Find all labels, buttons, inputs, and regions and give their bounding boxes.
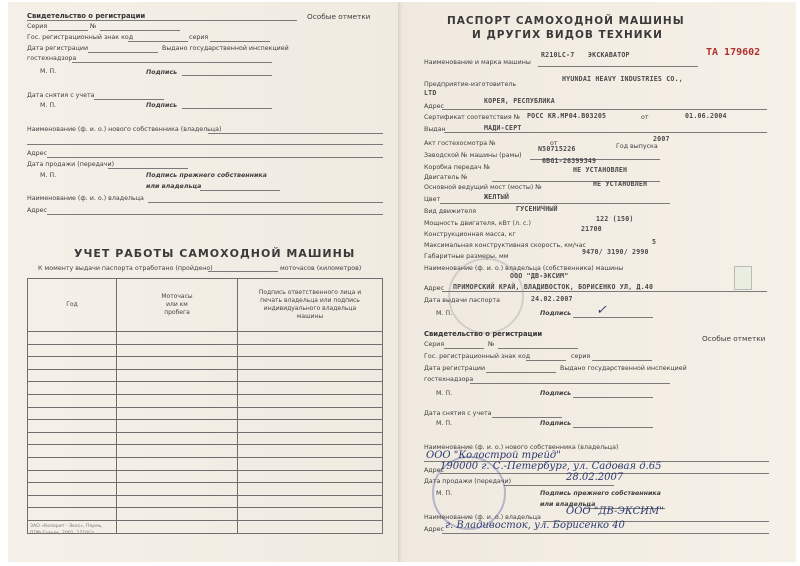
- table-row: [28, 432, 383, 445]
- dereg-line: [492, 417, 562, 418]
- issued-by-label: Выдано государственной инспекцией: [560, 365, 687, 372]
- dereg-line: [94, 99, 164, 100]
- label-power: Мощность двигателя, кВт (л. с.): [424, 220, 531, 227]
- table-row: [28, 407, 383, 420]
- line: [444, 132, 767, 133]
- table-cell: [117, 407, 238, 420]
- col-hours: Моточасы или км пробега: [117, 279, 238, 332]
- col-year: Год: [28, 279, 117, 332]
- prev-sign-line: [200, 190, 280, 191]
- table-row: [28, 357, 383, 370]
- table-cell: [117, 344, 238, 357]
- passport-title-2: И ДРУГИХ ВИДОВ ТЕХНИКИ: [472, 29, 663, 41]
- passport-title-1: ПАСПОРТ САМОХОДНОЙ МАШИНЫ: [447, 15, 685, 27]
- value-frame: N50715226: [538, 145, 576, 153]
- account-line: [208, 271, 278, 272]
- label-address: Адрес: [424, 103, 444, 110]
- gostech-label: гостехнадзора: [424, 376, 474, 383]
- work-account-table: [27, 278, 383, 534]
- series-line: [444, 348, 484, 349]
- sign-label: Подпись: [540, 420, 572, 427]
- label-gearbox: Коробка передач №: [424, 164, 491, 171]
- table-cell: [238, 369, 383, 382]
- table-cell: [238, 470, 383, 483]
- table-cell: [117, 432, 238, 445]
- value-year: 2007: [653, 135, 670, 143]
- date-reg-label: Дата регистрации: [424, 365, 486, 372]
- divider: [27, 20, 297, 21]
- account-subtitle-b: моточасов (километров): [280, 265, 362, 272]
- line: [504, 485, 614, 486]
- dereg-label: Дата снятия с учета: [424, 410, 492, 417]
- series-line: [48, 30, 88, 31]
- table-cell: [117, 483, 238, 496]
- address-line: [47, 157, 383, 158]
- reg-title-right: Свидетельство о регистрации: [424, 330, 543, 338]
- table-row: [28, 483, 383, 496]
- sign-label: Подпись: [540, 310, 572, 317]
- table-cell: [238, 394, 383, 407]
- address2-line: [47, 214, 383, 215]
- prev-sign-label-2: или владельца: [540, 501, 596, 508]
- value-owner-addr: ПРИМОРСКИЙ КРАЙ, ВЛАДИВОСТОК, БОРИСЕНКО УЛ, Д.40: [453, 283, 654, 291]
- label-owner: Наименование (ф. и. о.) владельца (собственника) машины: [424, 265, 624, 272]
- prev-sign-label: Подпись прежнего собственника: [540, 490, 661, 497]
- label-act: Акт гостехосмотра №: [424, 140, 496, 147]
- value-color: ЖЕЛТЫЙ: [484, 193, 510, 201]
- value-dims: 9470/ 3190/ 2990: [582, 248, 649, 256]
- sale-date-label: Дата продажи (передачи): [424, 478, 512, 485]
- sign-line: [573, 427, 653, 428]
- new-owner-line: [208, 133, 383, 134]
- dereg-label: Дата снятия с учета: [27, 92, 95, 99]
- sign-line: [573, 397, 653, 398]
- table-cell: [28, 432, 117, 445]
- address-handwritten: 190000 г. С.-Петербург, ул. Садовая д.65: [440, 461, 662, 472]
- footer-line-2: ППФ Гознак, 2001, 1710Gz: [30, 531, 95, 536]
- special-notes-label: Особые отметки: [307, 12, 371, 21]
- value-cert-no: РОСС KR.МР04.В03205: [527, 112, 607, 120]
- account-subtitle-a: К моменту выдачи паспорта отработано (пройдено): [38, 265, 213, 272]
- table-row: [28, 332, 383, 345]
- value-cert-date: 01.06.2004: [685, 112, 727, 120]
- sign-line: [182, 108, 272, 109]
- table-cell: [117, 369, 238, 382]
- table-cell: [117, 470, 238, 483]
- sign-label: Подпись: [146, 102, 178, 109]
- mp-label: М. П.: [436, 490, 453, 497]
- new-owner-handwritten: ООО "Колострой трейд": [426, 450, 561, 461]
- table-cell: [28, 470, 117, 483]
- table-cell: [117, 495, 238, 508]
- gostech-label: гостехнадзора: [27, 55, 77, 62]
- table-cell: [238, 407, 383, 420]
- address2-label: Адрес: [424, 526, 444, 533]
- prev-sign-label-2: или владельца: [146, 183, 202, 190]
- table-row: [28, 508, 383, 521]
- date-reg-label: Дата регистрации: [27, 45, 89, 52]
- value-issue-date: 24.02.2007: [531, 295, 573, 303]
- address2-label: Адрес: [27, 207, 47, 214]
- address-label: Адрес: [424, 467, 444, 474]
- value-mover: ГУСЕНИЧНЫЙ: [516, 205, 558, 213]
- value-power: 122 (150): [596, 215, 634, 223]
- value-cert-by: МАДИ-СЕРТ: [484, 124, 522, 132]
- table-cell: [28, 508, 117, 521]
- label-from: от: [641, 114, 649, 121]
- no-label: №: [90, 23, 97, 30]
- table-row: [28, 495, 383, 508]
- mp-label: М. П.: [436, 390, 453, 397]
- label-mover: Вид движителя: [424, 208, 477, 215]
- table-cell: [28, 382, 117, 395]
- prev-sign-label: Подпись прежнего собственника: [146, 172, 267, 179]
- series-label: Серия: [424, 341, 445, 348]
- line: [442, 109, 767, 110]
- table-cell: [117, 508, 238, 521]
- label-maker: Предприятие-изготовитель: [424, 81, 517, 88]
- mp-label: М. П.: [40, 68, 57, 75]
- table-cell: [238, 420, 383, 433]
- table-cell: [238, 508, 383, 521]
- table-cell: [238, 483, 383, 496]
- owner-label: Наименование (ф. и. о.) владельца: [424, 514, 541, 521]
- code-line: [526, 360, 566, 361]
- address-label: Адрес: [27, 150, 47, 157]
- no-line: [498, 348, 578, 349]
- value-maker-1: HYUNDAI HEAVY INDUSTRIES CO.,: [562, 75, 683, 83]
- table-row: [28, 344, 383, 357]
- date-reg-line: [486, 372, 556, 373]
- table-cell: [28, 394, 117, 407]
- special-notes-right: Особые отметки: [702, 334, 766, 343]
- label-act-from: от: [550, 140, 558, 147]
- address2-handwritten: г. Владивосток, ул. Борисенко 40: [445, 520, 625, 531]
- table-row: [28, 382, 383, 395]
- footer-line-1: ЗАО «Колорит - Экос», Пермь,: [30, 524, 103, 529]
- value-axle: НЕ УСТАНОВЛЕН: [593, 180, 648, 188]
- value-engine: 6BG1-26399349: [542, 157, 597, 165]
- table-cell: [28, 344, 117, 357]
- reg-title: Свидетельство о регистрации: [27, 12, 146, 20]
- value-mass: 21700: [581, 225, 602, 233]
- sign-line: [182, 75, 272, 76]
- code-line: [128, 41, 188, 42]
- line: [440, 203, 670, 204]
- label-axle: Основной ведущий мост (мосты) №: [424, 184, 542, 191]
- owner2-label: Наименование (ф. и. о.) владельца: [27, 195, 144, 202]
- label-color: Цвет: [424, 196, 441, 203]
- table-cell: [117, 394, 238, 407]
- gos-znak-label: Гос. регистрационный знак код: [27, 34, 134, 41]
- new-owner-label: Наименование (ф. и. о.) нового собственника (владельца): [27, 126, 222, 133]
- sale-date-label: Дата продажи (передачи): [27, 161, 115, 168]
- table-cell: [117, 457, 238, 470]
- series2-line: [210, 41, 270, 42]
- label-cert: Сертификат соответствия №: [424, 114, 521, 121]
- owner-handwritten: ООО "ДВ-ЭКСИМ": [566, 506, 664, 517]
- table-row: [28, 457, 383, 470]
- label-issue-date: Дата выдачи паспорта: [424, 297, 500, 304]
- label-factory-no: Заводской № машины (рамы): [424, 152, 522, 159]
- table-cell: [28, 495, 117, 508]
- label-year: Год выпуска: [616, 143, 658, 150]
- table-header-row: [28, 279, 383, 332]
- table-cell: [238, 520, 383, 533]
- account-title: УЧЕТ РАБОТЫ САМОХОДНОЙ МАШИНЫ: [74, 247, 356, 260]
- sign-line: [573, 317, 653, 318]
- new-owner-line2: [27, 144, 383, 145]
- table-cell: [117, 420, 238, 433]
- label-issued: Выдан: [424, 126, 446, 133]
- label-speed: Максимальная конструктивная скорость, км/час: [424, 242, 586, 249]
- series-label: Серия: [27, 23, 48, 30]
- value-owner: ООО "ДВ-ЭКСИМ": [510, 272, 569, 280]
- table-cell: [28, 332, 117, 345]
- serial-number: ТА 179602: [706, 47, 761, 58]
- table-row: [28, 445, 383, 458]
- line: [442, 533, 769, 534]
- table-cell: [28, 420, 117, 433]
- signature: ✓: [596, 303, 607, 318]
- table-row: [28, 394, 383, 407]
- mp-label: М. П.: [40, 102, 57, 109]
- line: [538, 66, 698, 67]
- label-owner-addr: Адрес: [424, 285, 444, 292]
- line: [442, 291, 767, 292]
- gostech-line: [72, 62, 272, 63]
- table-cell: [117, 332, 238, 345]
- table-row: [28, 470, 383, 483]
- mp-label: М. П.: [436, 420, 453, 427]
- no-label: №: [488, 341, 495, 348]
- label-name: Наименование и марка машины: [424, 59, 531, 66]
- label-engine: Двигатель №: [424, 174, 468, 181]
- table-cell: [28, 457, 117, 470]
- table-cell: [238, 332, 383, 345]
- table-cell: [117, 382, 238, 395]
- hologram-icon: [734, 266, 752, 290]
- mp-label: М. П.: [436, 310, 453, 317]
- table-cell: [28, 407, 117, 420]
- sign-label: Подпись: [146, 69, 178, 76]
- value-gearbox: НЕ УСТАНОВЛЕН: [573, 166, 628, 174]
- table-cell: [28, 357, 117, 370]
- table-body: [28, 332, 383, 534]
- sale-date-handwritten: 28.02.2007: [566, 472, 624, 483]
- date-reg-line: [88, 52, 158, 53]
- value-country: КОРЕЯ, РЕСПУБЛИКА: [484, 97, 555, 105]
- sale-date-line: [108, 168, 188, 169]
- gos-znak-label: Гос. регистрационный знак код: [424, 353, 531, 360]
- sign-label: Подпись: [540, 390, 572, 397]
- table-cell: [117, 520, 238, 533]
- table-cell: [28, 483, 117, 496]
- label-mass: Конструкционная масса, кг: [424, 231, 516, 238]
- table-cell: [117, 445, 238, 458]
- issued-by-label: Выдано государственной инспекцией: [162, 45, 289, 52]
- table-row: [28, 420, 383, 433]
- series2-line: [592, 360, 652, 361]
- table-cell: [117, 357, 238, 370]
- table-cell: [238, 457, 383, 470]
- table-cell: [28, 369, 117, 382]
- new-owner-label: Наименование (ф. и. о.) нового собственника (владельца): [424, 444, 619, 451]
- series2-label: серия: [571, 353, 591, 360]
- value-speed: 5: [652, 238, 657, 246]
- label-dims: Габаритные размеры, мм: [424, 253, 509, 260]
- owner2-line: [148, 202, 383, 203]
- value-maker-2: LTD: [424, 89, 437, 97]
- table-cell: [238, 495, 383, 508]
- table-cell: [238, 445, 383, 458]
- no-line: [100, 30, 180, 31]
- table-cell: [28, 445, 117, 458]
- table-cell: [238, 357, 383, 370]
- series2-label: серия: [189, 34, 209, 41]
- gostech-line: [470, 383, 670, 384]
- value-type: ЭКСКАВАТОР: [588, 51, 630, 59]
- table-cell: [238, 432, 383, 445]
- table-cell: [238, 344, 383, 357]
- table-cell: [238, 382, 383, 395]
- value-model: R210LC-7: [541, 51, 575, 59]
- col-sign: Подпись ответственного лица и печать владельца или подпись индивидуального владельца машины: [238, 279, 383, 332]
- table-row: [28, 369, 383, 382]
- mp-label: М. П.: [40, 172, 57, 179]
